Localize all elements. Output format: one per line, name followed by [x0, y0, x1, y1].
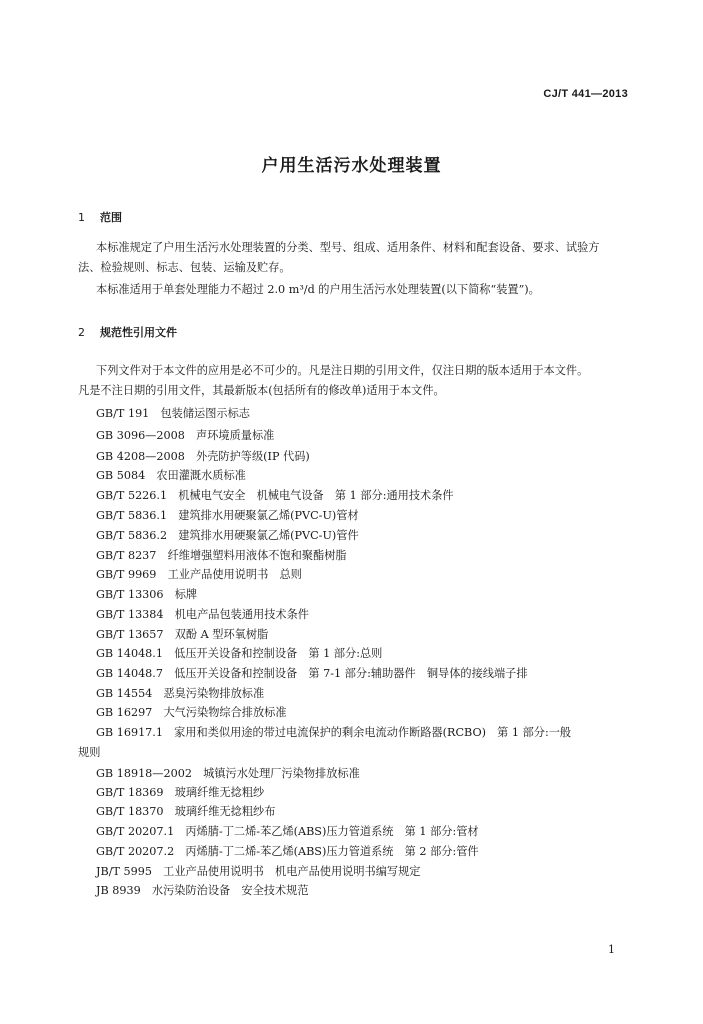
reference-item: JB/T 5995 工业产品使用说明书 机电产品使用说明书编写规定 — [96, 865, 421, 878]
reference-item: GB 14554 恶臭污染物排放标准 — [96, 687, 265, 700]
reference-item: GB/T 18370 玻璃纤维无捻粗纱布 — [96, 805, 276, 818]
reference-item: GB/T 13384 机电产品包装通用技术条件 — [96, 608, 309, 621]
normative-intro-line-1: 下列文件对于本文件的应用是必不可少的。凡是注日期的引用文件，仅注日期的版本适用于本文件。 — [96, 364, 589, 377]
reference-item: GB/T 191 包装储运图示标志 — [96, 407, 250, 420]
page-number: 1 — [608, 943, 615, 956]
section-heading-scope — [78, 209, 122, 225]
section-title: 范围 — [100, 211, 122, 224]
reference-item: GB/T 8237 纤维增强塑料用液体不饱和聚酯树脂 — [96, 549, 347, 562]
normative-intro-line-2: 凡是不注日期的引用文件，其最新版本(包括所有的修改单)适用于本文件。 — [78, 384, 445, 397]
reference-item: GB/T 9969 工业产品使用说明书 总则 — [96, 568, 302, 581]
scope-paragraph-2: 本标准适用于单套处理能力不超过 2.0 m³/d 的户用生活污水处理装置(以下简称“装置”)。 — [96, 283, 540, 296]
reference-item: GB/T 5836.2 建筑排水用硬聚氯乙烯(PVC-U)管件 — [96, 529, 359, 542]
scope-paragraph-1-line-2: 法、检验规则、标志、包装、运输及贮存。 — [78, 261, 291, 274]
reference-item: GB/T 20207.2 丙烯腈-丁二烯-苯乙烯(ABS)压力管道系统 第 2 部分:管件 — [96, 845, 479, 858]
standard-code: CJ/T 441—2013 — [543, 88, 628, 100]
reference-item: GB 5084 农田灌溉水质标准 — [96, 469, 246, 482]
scope-paragraph-1-line-1: 本标准规定了户用生活污水处理装置的分类、型号、组成、适用条件、材料和配套设备、要求、试验方 — [96, 241, 600, 254]
reference-item: GB/T 20207.1 丙烯腈-丁二烯-苯乙烯(ABS)压力管道系统 第 1 部分:管材 — [96, 825, 479, 838]
reference-item: GB/T 13306 标牌 — [96, 588, 198, 601]
reference-item: GB 14048.7 低压开关设备和控制设备 第 7-1 部分:辅助器件 铜导体的接线端子排 — [96, 667, 528, 680]
reference-item: JB 8939 水污染防治设备 安全技术规范 — [96, 884, 309, 897]
section-number: 2 — [78, 326, 85, 339]
reference-item: GB/T 5226.1 机械电气安全 机械电气设备 第 1 部分:通用技术条件 — [96, 489, 454, 502]
reference-item: GB/T 13657 双酚 A 型环氧树脂 — [96, 628, 269, 641]
reference-item-continuation: 规则 — [78, 746, 101, 759]
reference-item: GB 18918—2002 城镇污水处理厂污染物排放标准 — [96, 767, 360, 780]
reference-item: GB/T 18369 玻璃纤维无捻粗纱 — [96, 786, 265, 799]
section-heading-normative-references — [78, 324, 177, 340]
reference-item: GB/T 5836.1 建筑排水用硬聚氯乙烯(PVC-U)管材 — [96, 509, 359, 522]
document-title: 户用生活污水处理装置 — [261, 156, 442, 176]
reference-item: GB 16297 大气污染物综合排放标准 — [96, 706, 287, 719]
section-number: 1 — [78, 211, 85, 224]
reference-item: GB 4208—2008 外壳防护等级(IP 代码) — [96, 450, 310, 463]
reference-item: GB 3096—2008 声环境质量标准 — [96, 429, 275, 442]
reference-item: GB 16917.1 家用和类似用途的带过电流保护的剩余电流动作断路器(RCBO) 第 1 部分:一般 — [96, 726, 572, 739]
section-title: 规范性引用文件 — [100, 326, 177, 339]
reference-item: GB 14048.1 低压开关设备和控制设备 第 1 部分:总则 — [96, 647, 383, 660]
